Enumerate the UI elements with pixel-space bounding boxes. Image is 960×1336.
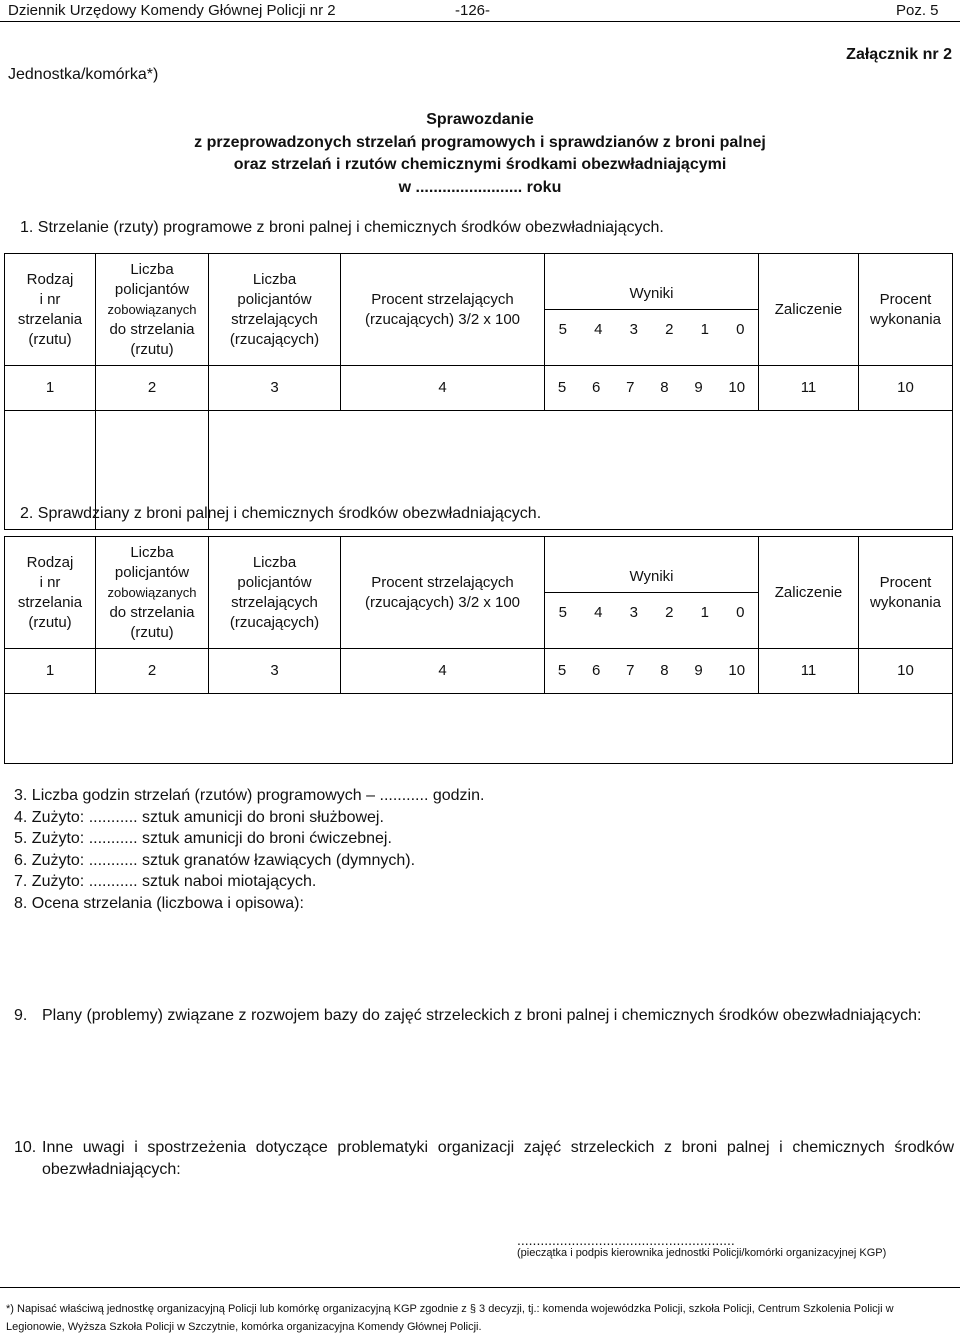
list-item: 5. Zużyto: ........... sztuk amunicji do broni ćwiczebnej. [14,830,392,847]
document-subtitle-line1: z przeprowadzonych strzelań programowych i sprawdzianów z broni palnej [194,134,766,151]
footnote: *) Napisać właściwą jednostkę organizacyjną Policji lub komórkę organizacyjną KGP zgodnie z § 3 decyzji, tj.: komenda wojewódzka Policji, szkoła Policji, Centrum Szkolenia Policji w Legionowie, Wyższa Szkoła Policji w Szczytnie, komórka organizacyjna Komendy Głównej Policji. [6,1303,894,1333]
header-col-obliged: Liczba policjantów zobowiązanych do strzelania (rzutu) [96,537,209,649]
list-item: 3. Liczba godzin strzelań (rzutów) programowych – ........... godzin. [14,787,485,804]
list-item: 8. Ocena strzelania (liczbowa i opisowa): [14,894,304,912]
column-numbers-row: 1 2 3 4 5 6 7 8 9 10 11 10 [5,649,953,694]
signature-caption: (pieczątka i podpis kierownika jednostki Policji/komórki organizacyjnej KGP) [517,1247,887,1259]
header-col-pass: Zaliczenie [759,537,859,649]
header-divider [0,21,960,22]
header-col-shooting: Liczba policjantów strzelających (rzucających) [209,537,341,649]
column-numbers-row: 1 2 3 4 5 6 7 8 9 10 11 10 [5,366,953,411]
page-number: -126- [455,2,491,19]
header-col-obliged: Liczba policjantów zobowiązanych do strzelania (rzutu) [96,254,209,366]
header-col-completion: Procent wykonania [859,254,953,366]
list-item: 7. Zużyto: ........... sztuk naboi miotających. [14,873,317,890]
header-col-results: Wyniki 5 4 3 2 1 0 [545,537,759,649]
results-label: Wyniki [545,279,758,310]
table-row[interactable] [5,694,953,764]
header-col-completion: Procent wykonania [859,537,953,649]
footnote-divider [0,1287,960,1288]
position-number: Poz. 5 [896,2,939,19]
annex-label: Załącznik nr 2 [846,46,952,63]
header-col-percent: Procent strzelających (rzucających) 3/2 x 100 [341,537,545,649]
header-col-type: Rodzaj i nr strzelania (rzutu) [5,254,96,366]
header-col-shooting: Liczba policjantów strzelających (rzucających) [209,254,341,366]
item-9: 9. Plany (problemy) związane z rozwojem bazy do zajęć strzeleckich z broni palnej i chemicznych środków obezwładniających: [14,1007,922,1024]
section-1-heading: 1. Strzelanie (rzuty) programowe z broni palnej i chemicznych środków obezwładniających. [20,219,664,236]
table-section-1 [4,253,953,530]
journal-header: Dziennik Urzędowy Komendy Głównej Policji nr 2 [8,2,336,19]
list-item: 4. Zużyto: ........... sztuk amunicji do broni służbowej. [14,808,384,826]
document-title: Sprawozdanie [426,111,534,128]
item-10: 10. Inne uwagi i spostrzeżenia dotyczące problematyki organizacji zajęć strzeleckich z broni palnej i chemicznych środków obezwładniających: [14,1139,954,1178]
results-label: Wyniki [545,562,758,593]
section-2-heading: 2. Sprawdziany z broni palnej i chemicznych środków obezwładniających. [20,505,542,522]
header-col-percent: Procent strzelających (rzucających) 3/2 x 100 [341,254,545,366]
document-subtitle-line2: oraz strzelań i rzutów chemicznymi środkami obezwładniającymi [233,156,727,173]
list-item: 6. Zużyto: ........... sztuk granatów łzawiących (dymnych). [14,851,416,869]
header-col-pass: Zaliczenie [759,254,859,366]
items-list [14,785,484,914]
header-col-type: Rodzaj i nr strzelania (rzutu) [5,537,96,649]
table-section-2 [4,536,953,764]
unit-label: Jednostka/komórka*) [8,66,159,83]
signature-line: ........................................................ [517,1232,735,1248]
header-col-results: Wyniki 5 4 3 2 1 0 [545,254,759,366]
document-subtitle-line3: w ........................ roku [398,179,562,196]
